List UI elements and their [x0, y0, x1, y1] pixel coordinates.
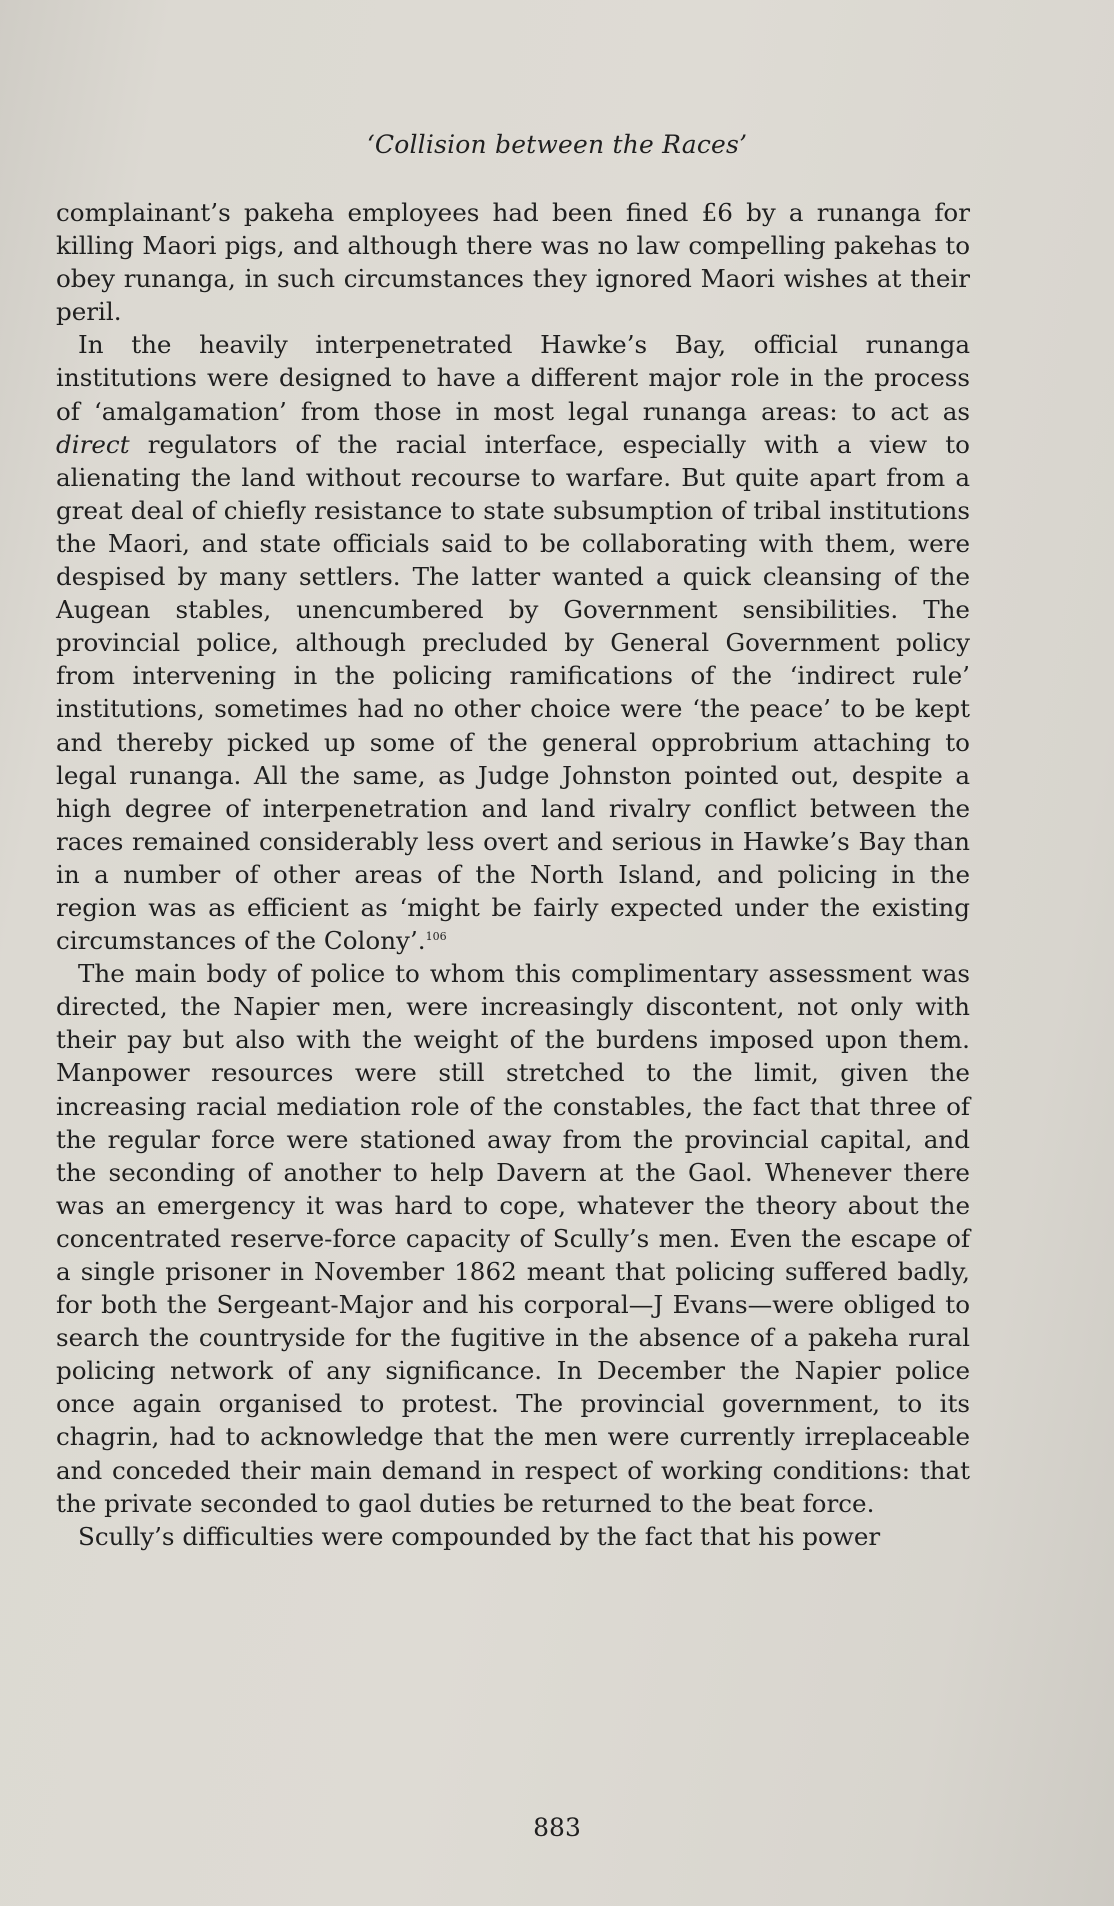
footnote-reference[interactable]: 106	[425, 929, 447, 943]
paragraph-text: In the heavily interpenetrated Hawke’s Bay, official runanga institutions were designed to have a different major role in the process of ‘amalgamation’ from those in most legal runanga areas: to act as	[56, 330, 970, 426]
body-text	[56, 196, 970, 1553]
paragraph-text: complainant’s pakeha employees had been fined £6 by a runanga for killing Maori pigs, and although there was no law compelling pakehas to obey runanga, in such circumstances they ignored Maori wishes at their peril.	[56, 198, 970, 327]
paragraph-2	[56, 328, 970, 957]
emphasis-text: direct	[56, 429, 130, 459]
paragraph-text: Scully’s difficulties were compounded by the fact that his power	[78, 1521, 881, 1551]
running-head: ‘Collision between the Races’	[366, 130, 748, 159]
paragraph-1	[56, 196, 970, 328]
paragraph-text: The main body of police to whom this complimentary assessment was directed, the Napier men, were increasingly discontent, not only with their pay but also with the weight of the burdens imposed upon them. Manpower resources were still stretched to the limit, given the increasing racial mediation role of the constables, the fact that three of the regular force were stationed away from the provincial capital, and the seconding of another to help Davern at the Gaol. Whenever there was an emergency it was hard to cope, whatever the theory about the concentrated reserve-force capacity of Scully’s men. Even the escape of a single prisoner in November 1862 meant that policing suffered badly, for both the Sergeant-Major and his corporal—J Evans—were obliged to search the countryside for the fugitive in the absence of a pakeha rural policing network of any significance. In December the Napier police once again organised to protest. The provincial government, to its chagrin, had to acknowledge that the men were currently irreplaceable and conceded their main demand in respect of working conditions: that the private seconded to gaol duties be returned to the beat force.	[56, 959, 970, 1518]
paragraph-3	[56, 957, 970, 1520]
paragraph-text-continued: regulators of the racial interface, especially with a view to alienating the land without recourse to warfare. But quite apart from a great deal of chiefly resistance to state subsumption of tribal institutions the Maori, and state officials said to be collaborating with them, were despised by many settlers. The latter wanted a quick cleansing of the Augean stables, unencumbered by Government sensibilities. The provincial police, although precluded by General Government policy from intervening in the policing ramifications of the ‘indirect rule’ institutions, sometimes had no other choice were ‘the peace’ to be kept and thereby picked up some of the general opprobrium attaching to legal runanga. All the same, as Judge Johnston pointed out, despite a high degree of interpenetration and land rivalry conflict between the races remained considerably less overt and serious in Hawke’s Bay than in a number of other areas of the North Island, and policing in the region was as efficient as ‘might be fairly expected under the existing circumstances of the Colony’.	[56, 429, 970, 956]
page-number: 883	[533, 1813, 581, 1842]
paragraph-4	[56, 1520, 970, 1553]
